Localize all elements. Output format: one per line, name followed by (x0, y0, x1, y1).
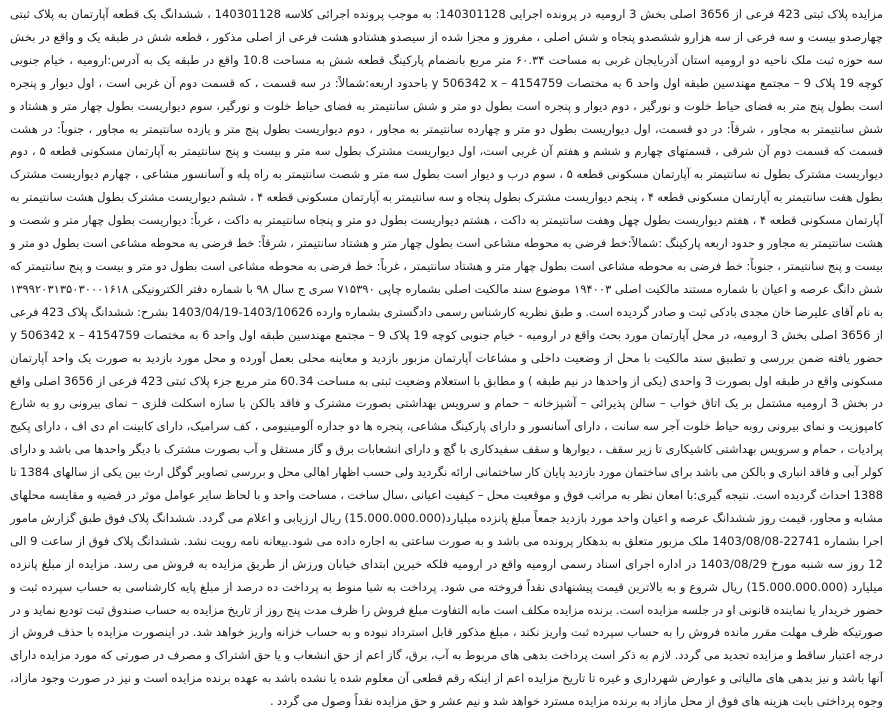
auction-notice-body: مزایده پلاک ثبتی 423 فرعی از 3656 اصلی بخش 3 ارومیه در پرونده اجرایی 140301128: به موجب پرونده اجرائی کلاسه 140301128 ، ششدانگ یک قطعه آپارتمان به پلاک ثبتی چهارصدو بیست و سه فرعی از سه هزارو ششصدو پنجاه و شش اصلی ، مفروز و مجزا شده از سیصدو هشتادو هشت فرعی از اصلی مذکور ، قطعه شش در طبقه یک و واقع در بخش سه حوزه ثبت ملک ناحیه دو ارومیه استان آذربایجان غربی به مساحت ۶۰.۳۴ متر مربع بانضمام پارکینگ قطعه شش به مساحت 10.8 واقع در طبقه یک به آدرس:ارومیه ، خیام جنوبی کوچه 19 پلاک 9 – مجتمع مهندسین طبقه اول واحد 6 به مختصات 4154759 – y 506342 x باحدود اربعه:شمالاً: در سه قسمت ، که قسمت دوم آن غربی است ، اول دیوار و پنجره است بطول پنج متر به فضای حیاط خلوت و نورگیر ، دوم دیوار و پنجره است بطول دو متر و شش سانتیمتر به فضای حیاط خلوت و نورگیر، سوم دیواریست بطول چهار متر و هشتاد و شش سانتیمتر به مجاور ، شرقاً: در دو قسمت، اول دیواریست بطول دو متر و چهارده سانتیمتر به مجاور ، دوم دیواریست بطول پنج متر و یازده سانتیمتر به مجاور ، جنوباً: در هشت قسمت که قسمت دوم آن شرقی ، قسمتهای چهارم و ششم و هفتم آن غربی است، اول دیواریست مشترک بطول سه متر و بیست و پنج سانتیمتر به آپارتمان مسکونی قطعه ۵ ، دوم دیواریست مشترک بطول نه سانتیمتر به آپارتمان مسکونی قطعه ۵ ، سوم درب و دیوار است بطول سه متر و شصت سانتیمتر به راه پله و آسانسور مشاعی ، چهارم دیواریست مشترک بطول هفت سانتیمتر به آپارتمان مسکونی قطعه ۴ ، پنجم دیواریست مشترک بطول پنجاه و سه سانتیمتر به آپارتمان مسکونی قطعه ۴ ، ششم دیواریست مشترک بطول هشت سانتیمتر به آپارتمان مسکونی قطعه ۴ ، هفتم دیواریست بطول چهل وهفت سانتیمتر به داکت ، هشتم دیواریست بطول دو متر و پنجاه سانتیمتر به داکت ، غرباً: دیواریست بطول چهار متر و شصت و هشت سانتیمتر به مجاور و حدود اربعه پارکینگ :شمالاً:خط فرضی به محوطه مشاعی است بطول چهار متر و هشتاد سانتیمتر ، شرقاً: خط فرضی به محوطه مشاعی است بطول دو متر و بیست و پنج سانتیمتر ، جنوباً: خط فرضی به محوطه مشاعی است بطول چهار متر و هشتاد سانتیمتر ، غرباً: خط فرضی به محوطه مشاعی است بطول دو متر و بیست و پنج سانتیمتر که شش دانگ عرصه و اعیان با شماره مستند مالکیت اصلی ۱۹۴۰۰۳ موضوع سند مالکیت اصلی بشماره چاپی ۷۱۵۳۹۰ سری ج سال ۹۸ با شماره دفتر الکترونیکی ۱۳۹۹۲۰۳۱۳۵۰۳۰۰۰۱۶۱۸ به نام آقای علیرضا خان مجدی بادکی ثبت و صادر گردیده است. و طبق نظریه کارشناس رسمی دادگستری بشماره وارده 1403/10626-1403/04/19 بشرح: ششدانگ پلاک 423 فرعی از 3656 اصلی بخش 3 ارومیه، در محل آپارتمان مورد بحث واقع در ارومیه - خیام جنوبی کوچه 19 پلاک 9 – مجتمع مهندسین طبقه اول واحد 6 به مختصات 4154759 – y 506342 x حضور یافته ضمن بررسی و تطبیق سند مالکیت با محل از وضعیت داخلی و مشاعات آپارتمان مزبور بازدید و معاینه محلی بعمل آورده و محل مورد بازدید به صورت یک واحد آپارتمان مسکونی واقع در طبقه اول بصورت 3 واحدی (یکی از واحدها در نیم طبقه ) و مطابق با استعلام وضعیت ثبتی به مساحت 60.34 متر مربع جزء پلاک ثبتی 423 فرعی از 3656 اصلی واقع در بخش 3 ارومیه مشتمل بر یک اتاق خواب – سالن پذیرائی – آشپزخانه – حمام و سرویس بهداشتی بصورت مشترک و فاقد بالکن با سازه اسکلت فلزی – نمای بیرونی رو به شارع کامپوزیت و نمای بیرونی روبه حیاط خلوت آجر سه سانت ، دارای آسانسور و دارای پارکینگ مشاعی، پنجره ها دو جداره آلومینیومی ، کف سرامیک، دارای کابینت ام دی اف ، دارای پکیج پرادیات ، حمام و سرویس بهداشتی کاشیکاری تا زیر سقف ، دیوارها و سقف سفیدکاری با گچ و دارای انشعابات برق و گاز مستقل و آب بصورت مشترک با دیگر واحدها می باشد و دارای کولر آبی و فاقد انباری و بالکن می باشد برای ساختمان مورد بازدید پایان کار ساختمانی ارائه نگردید ولی حسب اظهار اهالی محل و بررسی تصاویر گوگل ارث بین یکی از سالهای 1384 تا 1388 احداث گردیده است. نتیجه گیری:با امعان نظر به مراتب فوق و موقعیت محل – کیفیت اعیانی ،سال ساخت ، مساحت واحد و با لحاظ سایر عوامل موثر در قضیه و مقایسه محلهای مشابه و مجاور، قیمت روز ششدانگ عرصه و اعیان واحد مورد بازدید جمعاً مبلغ پانزده میلیارد(15.000.000.000) ریال ارزیابی و اعلام می گردد. ششدانگ پلاک فوق طبق گزارش مامور اجرا بشماره 22741-1403/08/08 ملک مزبور متعلق به بدهکار پرونده می باشد و به صورت ساعتی به اجاره داده می شود.بیعانه نامه رویت نشد. ششدانگ پلاک فوق از ساعت 9 الی 12 روز سه شنبه مورخ 1403/08/29 در اداره اجرای اسناد رسمی ارومیه واقع در ارومیه فلکه خیرین ابتدای خیابان ورزش از طریق مزایده به فروش می رسد. مزایده از مبلغ پانزده میلیارد (15.000.000.000) ریال شروع و به بالاترین قیمت پیشنهادی نقداً فروخته می شود. پرداخت به شبا منوط به پرداخت ده درصد از مبلغ پایه کارشناسی به حساب سپرده ثبت و حضور خریدار یا نماینده قانونی او در جلسه مزایده است. برنده مزایده مکلف است مابه التفاوت مبلغ فروش را ظرف مدت پنج روز از تاریخ مزایده به حساب صندوق ثبت تودیع نماید و در صورتیکه ظرف مهلت مقرر مانده فروش را به حساب سپرده ثبت واریز نکند ، مبلغ مذکور قابل استرداد نبوده و به حساب خزانه واریز خواهد شد. در اینصورت مزایده با حذف فروش از درجه اعتبار ساقط و مزایده تجدید می گردد. لازم به ذکر است پرداخت بدهی های مربوط به آب، برق، گاز اعم از حق انشعاب و یا حق اشتراک و مصرف در صورتی که مورد مزایده دارای آنها باشد و نیز بدهی های مالیاتی و عوارض شهرداری و غیره تا تاریخ مزایده اعم از اینکه رقم قطعی آن معلوم شده یا نشده باشد به عهده برنده مزایده است و نیز در صورت وجود مازاد، وجوه پرداختی بابت هزینه های فوق از محل مازاد به برنده مزایده مسترد خواهد شد و نیم عشر و حق مزایده نقداً وصول می گردد . (10, 7, 884, 709)
